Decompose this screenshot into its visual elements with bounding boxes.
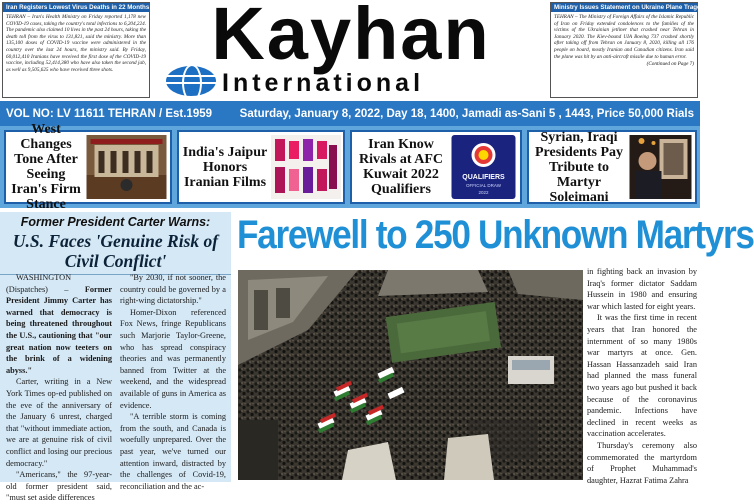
main-story-column bbox=[587, 266, 697, 486]
teaser-headline: West Changes Tone After Seeing Iran's Firm Stance bbox=[11, 122, 81, 212]
issue-date: Saturday, January 8, 2022, Day 18, 1400, Jamadi as-Sani 5 , 1443, Price 50,000 Rials bbox=[239, 107, 694, 120]
masthead-subtitle: International bbox=[222, 69, 425, 97]
lead-paragraph: "By 2030, if not sooner, the country could be governed by a right-wing dictatorship." bbox=[120, 273, 226, 306]
ear-left-story bbox=[2, 2, 150, 98]
lead-dateline: WASHINGTON (Dispatches) – bbox=[6, 273, 72, 294]
date-bar bbox=[0, 101, 700, 126]
lead-column-2 bbox=[120, 272, 226, 492]
teaser-jaipur-films[interactable] bbox=[177, 130, 345, 204]
main-paragraph: in fighting back an invasion by Iraq's former dictator Saddam Hussein in 1980 and ensuring war which lasted for eight years. bbox=[587, 267, 697, 311]
teaser-afc-qualifiers[interactable] bbox=[350, 130, 522, 204]
teaser-headline: Iran Know Rivals at AFC Kuwait 2022 Qualifiers bbox=[359, 137, 443, 197]
lead-paragraph: Carter, writing in a New York Times op-ed published on the eve of the anniversary of the January 6 unrest, charged that "without immediate action, we are at genuine risk of civil conflict and losing our precious democracy." bbox=[6, 377, 112, 468]
teaser-west-iran[interactable] bbox=[4, 122, 172, 212]
lead-summary: Former President Jimmy Carter has warned that democracy is being threatened throughout the U.S., cautioning that "our great nation now teeters on the brink of a widening abyss." bbox=[6, 284, 113, 375]
masthead-logo: Kayhan bbox=[211, 0, 491, 75]
teaser-photo bbox=[86, 135, 167, 199]
lead-paragraph: "Americans," the 97-year-old former president said, "must set aside differences bbox=[6, 470, 112, 503]
lead-kicker: Former President Carter Warns: bbox=[20, 215, 211, 229]
ear-right-story bbox=[550, 2, 708, 98]
globe-icon bbox=[166, 66, 216, 96]
lead-story bbox=[0, 212, 231, 503]
lead-paragraph: "A terrible storm is coming from the south, and Canada is woefully unprepared. Over the past year, we've turned our attention inward, distracted by the challenges of Covid-19, reconciliation and the ac- bbox=[120, 412, 226, 491]
lead-headline: U.S. Faces 'Genuine Risk of Civil Conflict' bbox=[0, 230, 231, 275]
badge-subtitle: OFFICIAL DRAW bbox=[466, 183, 501, 188]
teaser-headline: India's Jaipur Honors Iranian Films bbox=[182, 144, 268, 190]
teaser-photo bbox=[271, 135, 341, 199]
ear-left-body: TEHRAN – Iran's Health Ministry on Friday reported 1,178 new COVID-19 cases, taking the country's total infections to 6,204,224. The pandemic also claimed 10 lives in the past 24 hours, taking the death toll from the virus to 131,821, said the ministry. More than 135,100 doses of COVID-19 vaccine were administered in the country over the last 24 hours, the ministry said. By Friday, 60,012,410 Iranians have received the first dose of the COVID-19 vaccine, including 52,414,380 who have also taken the second jab, as well as 9,505,625 who have received three shots. bbox=[6, 14, 146, 73]
lead-paragraph: Homer-Dixon referenced Fox News, fringe Republicans such Marjorie Taylor-Greene, who has spread conspiracy theories and was permanently banned from Twitter at the weekend, and the widespread available of guns in America as evidence. bbox=[120, 307, 226, 410]
teaser-soleimani-tribute[interactable] bbox=[527, 130, 697, 204]
main-headline: Farewell to 250 Unknown Martyrs bbox=[237, 213, 754, 257]
badge-year: 2022 bbox=[478, 190, 489, 195]
ear-right-body: TEHRAN – The Ministry of Foreign Affairs of the Islamic Republic of Iran on Friday extended condolences to the families of the victims of the Ukrainian jetliner that crashed near Tehran in January 2020. The Kiev-bound UIA Boeing 737 crashed shortly after taking off from Tehran on January 8, 2020, killing all 176 people on board, mostly Iranian and Canadian citizens. Iran said the plane was hit by an anti-aircraft missile due to human error. bbox=[554, 14, 694, 60]
main-paragraph: Thursday's ceremony also commemorated the martyrdom of Prophet Muhammad's daughter, Hazrat Fatima Zahra bbox=[587, 440, 697, 485]
ear-right-title: Ministry Issues Statement on Ukraine Plane Tragedy bbox=[551, 3, 697, 12]
ear-left-title: Iran Registers Lowest Virus Deaths in 22 Months bbox=[3, 3, 149, 12]
funeral-crowd-photo bbox=[238, 270, 583, 480]
teaser-badge bbox=[450, 135, 517, 199]
teaser-photo bbox=[629, 135, 692, 199]
main-paragraph: It was the first time in recent years that Iran honored the internment of so many 1980s war martyrs at once. Gen. Hassan Hassanzadeh said Iran had planned the mass funeral two years ago but pushed it back because of the coronavirus pandemic. Infections have declined in recent weeks as vaccination accelerates. bbox=[587, 313, 697, 439]
lead-column-1 bbox=[6, 272, 112, 504]
teaser-headline: Syrian, Iraqi Presidents Pay Tribute to Martyr Soleimani bbox=[534, 129, 623, 205]
volume-info: VOL NO: LV 11611 TEHRAN / Est.1959 bbox=[6, 107, 213, 120]
badge-title: QUALIFIERS bbox=[462, 174, 505, 181]
ear-right-continued: (Continued on Page 7) bbox=[646, 61, 694, 68]
